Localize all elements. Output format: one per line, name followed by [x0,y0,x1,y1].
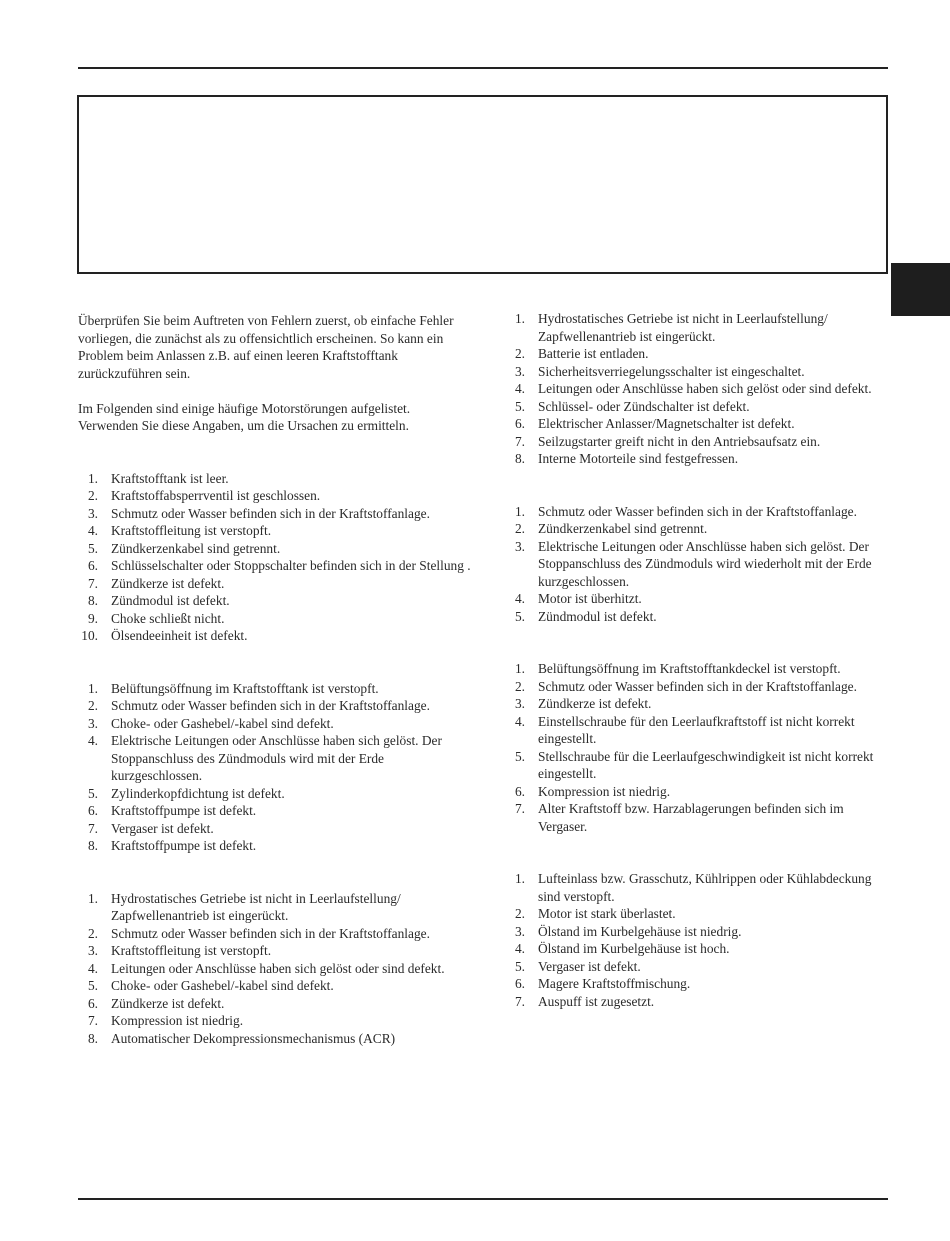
list-item-number: 2. [87,925,98,941]
list-item [78,557,473,575]
list-item [78,592,473,610]
list-item [505,398,890,416]
list-item-text: Sicherheitsverriegelungsschalter ist eingeschaltet. [538,363,805,379]
list-item-number: 6. [87,995,98,1011]
list-item-number: 7. [87,575,98,591]
list-item-number: 8. [87,593,98,608]
list-item-text: Batterie ist entladen. [538,346,649,361]
list-item-number: 5. [514,608,525,624]
list-item-text: Zündkerze ist defekt. [111,995,225,1011]
list-item-number: 2. [87,698,98,713]
list-item [505,975,890,993]
list-item-text: Elektrischer Anlasser/Magnetschalter ist defekt. [538,416,795,431]
list-item-text: Leitungen oder Anschlüsse haben sich gelöst oder sind defekt. [111,960,445,976]
list-item [505,958,890,976]
list-item-text: Schmutz oder Wasser befinden sich in der Kraftstoffanlage. [538,503,857,519]
list-item-text: Lufteinlass bzw. Grasschutz, Kühlrippen oder Kühlabdeckung sind verstopft. [538,871,872,904]
list-item [505,415,890,433]
list-item-number: 4. [87,523,98,538]
list-item [78,732,473,785]
list-item [78,540,473,558]
list-item [505,608,890,626]
list-item-number: 5. [514,958,525,974]
list-item-text: Hydrostatisches Getriebe ist nicht in Leerlaufstellung/ Zapfwellenantrieb ist eingerückt. [538,311,828,344]
list-item-number: 1. [87,680,98,696]
list-item-text: Kraftstofftank ist leer. [111,470,229,486]
list-item [505,433,890,451]
list-item-text: Automatischer Dekompressionsmechanismus (ACR) [111,1030,396,1046]
list-item [505,800,890,835]
list-item [78,715,473,733]
list-item-number: 9. [87,610,98,626]
list-item-number: 3. [87,505,98,521]
list-item-text: Ölstand im Kurbelgehäuse ist niedrig. [538,923,742,939]
list-item-text: Kraftstoffleitung ist verstopft. [111,523,272,538]
list-item [78,820,473,838]
list-item-number: 5. [514,398,525,414]
list-item [78,697,473,715]
list-item-number: 5. [87,978,98,993]
list-item-number: 10. [81,628,98,643]
list-item-number: 7. [514,433,525,449]
list-item [78,802,473,820]
list-item [78,522,473,540]
list-item-text: Kraftstoffabsperrventil ist geschlossen. [111,488,321,503]
cause-list [505,503,890,626]
list-item-number: 7. [514,801,525,816]
list-item [78,575,473,593]
warning-box [77,95,888,274]
list-item-text: Schlüsselschalter oder Stoppschalter befinden sich in der Stellung . [111,558,471,573]
left-column [78,312,473,1047]
cause-list [78,890,473,1048]
list-item-text: Interne Motorteile sind festgefressen. [538,451,739,466]
list-item-text: Zündmodul ist defekt. [538,608,657,624]
list-item-text: Zündkerze ist defekt. [111,575,225,591]
list-item [78,610,473,628]
list-item [505,310,890,345]
cause-list [505,660,890,835]
list-item-text: Schmutz oder Wasser befinden sich in der Kraftstoffanlage. [111,925,430,941]
list-item-number: 6. [87,558,98,573]
list-item-number: 4. [514,713,525,729]
list-item-text: Zündmodul ist defekt. [111,593,230,608]
list-item [505,380,890,398]
list-item-text: Motor ist überhitzt. [538,591,642,606]
list-item-number: 2. [514,346,525,361]
list-item-text: Schlüssel- oder Zündschalter ist defekt. [538,398,750,414]
list-item [505,590,890,608]
list-item-number: 8. [87,1030,98,1046]
list-item-number: 3. [87,943,98,958]
list-item [78,470,473,488]
list-item-text: Belüftungsöffnung im Kraftstofftankdeckel ist verstopft. [538,661,841,676]
list-item [505,678,890,696]
list-item-number: 7. [87,820,98,836]
list-item [78,487,473,505]
list-item [505,695,890,713]
list-item [78,785,473,803]
list-item-number: 6. [514,976,525,991]
list-item-text: Zylinderkopfdichtung ist defekt. [111,785,285,801]
cause-list [78,680,473,855]
list-item [78,505,473,523]
list-item-number: 7. [87,1013,98,1028]
list-item-text: Choke schließt nicht. [111,610,225,626]
list-item-number: 2. [87,488,98,503]
list-item-text: Kraftstoffpumpe ist defekt. [111,803,257,818]
list-item-number: 8. [87,838,98,853]
list-item-number: 1. [514,871,525,886]
list-item [505,748,890,783]
list-item-text: Hydrostatisches Getriebe ist nicht in Leerlaufstellung/ Zapfwellenantrieb ist eingerückt. [111,890,401,923]
list-item [505,870,890,905]
list-item-number: 2. [514,678,525,694]
list-item-number: 1. [514,311,525,326]
right-column [505,310,890,1010]
list-item-number: 3. [514,696,525,711]
list-item-number: 7. [514,993,525,1009]
list-item [505,363,890,381]
list-item-text: Schmutz oder Wasser befinden sich in der Kraftstoffanlage. [111,698,430,713]
list-item-text: Seilzugstarter greift nicht in den Antriebsaufsatz ein. [538,433,821,449]
list-item-number: 6. [87,803,98,818]
list-item [78,627,473,645]
list-item [505,538,890,591]
list-item-number: 1. [514,661,525,676]
list-item [505,713,890,748]
list-item-text: Leitungen oder Anschlüsse haben sich gelöst oder sind defekt. [538,381,872,396]
list-item [78,977,473,995]
list-item-text: Auspuff ist zugesetzt. [538,993,655,1009]
intro-paragraph: Überprüfen Sie beim Auftreten von Fehlern zuerst, ob einfache Fehler vorliegen, die zunächst als zu offensichtlich erscheinen. So kann ein Problem beim Anlassen z.B. auf einen leeren Kraftstofftank zurückzuführen sein. [78,313,454,381]
list-item [505,993,890,1011]
cause-list [78,470,473,645]
list-item-text: Kraftstoffpumpe ist defekt. [111,838,257,853]
list-item [505,783,890,801]
list-item-number: 2. [514,906,525,921]
list-item-number: 2. [514,521,525,536]
list-item [78,995,473,1013]
footer-rule [78,1198,888,1200]
list-item [78,837,473,855]
list-item [78,680,473,698]
list-item-number: 5. [514,748,525,764]
list-item-text: Schmutz oder Wasser befinden sich in der Kraftstoffanlage. [111,505,430,521]
list-item-number: 3. [87,715,98,731]
list-item-text: Vergaser ist defekt. [538,958,641,974]
list-item-number: 4. [514,381,525,396]
list-item [78,1030,473,1048]
list-item-text: Kraftstoffleitung ist verstopft. [111,943,272,958]
list-item-number: 6. [514,416,525,431]
list-item-text: Stellschraube für die Leerlaufgeschwindigkeit ist nicht korrekt eingestellt. [538,748,874,781]
list-item-text: Choke- oder Gashebel/-kabel sind defekt. [111,715,334,731]
list-item [78,1012,473,1030]
list-item-text: Ölsendeeinheit ist defekt. [111,628,248,643]
list-item [505,660,890,678]
list-item-number: 4. [514,591,525,606]
list-item-number: 5. [87,785,98,801]
list-item-text: Alter Kraftstoff bzw. Harzablagerungen befinden sich im Vergaser. [538,801,844,834]
list-item-number: 4. [87,960,98,976]
list-item-number: 6. [514,783,525,799]
list-item-text: Magere Kraftstoffmischung. [538,976,691,991]
cause-list [505,310,890,468]
list-item-number: 3. [514,923,525,939]
list-item [505,450,890,468]
header-rule [78,67,888,69]
list-item-number: 1. [87,470,98,486]
list-item-text: Motor ist stark überlastet. [538,906,676,921]
list-item-number: 1. [514,503,525,519]
list-item-text: Kompression ist niedrig. [538,783,671,799]
list-item-number: 1. [87,890,98,906]
list-item-number: 4. [87,733,98,748]
list-item-text: Elektrische Leitungen oder Anschlüsse haben sich gelöst. Der Stoppanschluss des Zündmoduls wird wiederholt mit der Erde kurzgeschlossen. [538,538,872,589]
list-item-text: Einstellschraube für den Leerlaufkraftstoff ist nicht korrekt eingestellt. [538,713,855,746]
cause-list [505,870,890,1010]
list-item [505,940,890,958]
list-item [78,960,473,978]
list-item [505,905,890,923]
list-item-number: 3. [514,538,525,554]
list-item [505,923,890,941]
list-item-text: Belüftungsöffnung im Kraftstofftank ist verstopft. [111,680,379,696]
list-item-text: Kompression ist niedrig. [111,1013,244,1028]
list-item-text: Vergaser ist defekt. [111,820,214,836]
list-item [78,925,473,943]
list-item-text: Ölstand im Kurbelgehäuse ist hoch. [538,941,730,956]
list-item-number: 4. [514,941,525,956]
list-item [78,942,473,960]
list-item-text: Schmutz oder Wasser befinden sich in der Kraftstoffanlage. [538,678,857,694]
section-tab [891,263,950,316]
list-item-number: 5. [87,540,98,556]
list-item [505,503,890,521]
list-item-text: Zündkerzenkabel sind getrennt. [538,521,708,536]
intro-paragraph: Im Folgenden sind einige häufige Motorstörungen aufgelistet. Verwenden Sie diese Angaben, um die Ursachen zu ermitteln. [78,400,411,433]
list-item [505,520,890,538]
list-item-text: Elektrische Leitungen oder Anschlüsse haben sich gelöst. Der Stoppanschluss des Zündmoduls wird mit der Erde kurzgeschlossen. [111,733,442,783]
list-item-number: 8. [514,451,525,466]
list-item [505,345,890,363]
list-item-text: Zündkerzenkabel sind getrennt. [111,540,281,556]
list-item-text: Zündkerze ist defekt. [538,696,652,711]
list-item [78,890,473,925]
list-item-number: 3. [514,363,525,379]
list-item-text: Choke- oder Gashebel/-kabel sind defekt. [111,978,334,993]
